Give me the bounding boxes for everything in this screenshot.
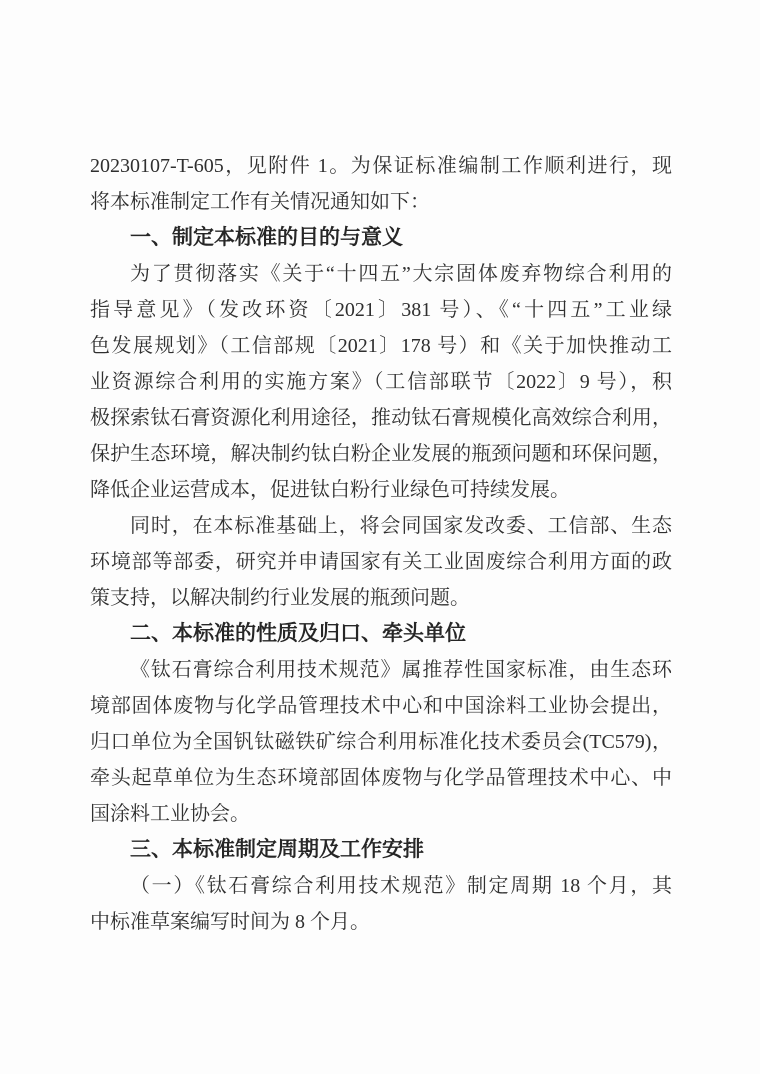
document-line: 国涂料工业协会。 [90, 803, 250, 825]
document-heading-line: 二、本标准的性质及归口、牵头单位 [130, 622, 466, 645]
document-line: 极探索钛石膏资源化利用途径，推动钛石膏规模化高效综合利用， [90, 407, 672, 429]
document-line: 20230107-T-605，见附件 1。为保证标准编制工作顺利进行，现 [90, 155, 672, 177]
document-line: 降低企业运营成本，促进钛白粉行业绿色可持续发展。 [90, 479, 570, 501]
document-heading-line: 三、本标准制定周期及工作安排 [130, 838, 424, 861]
document-body [90, 148, 672, 940]
document-line: 《钛石膏综合利用技术规范》属推荐性国家标准，由生态环 [130, 659, 672, 681]
document-line: 色发展规划》（工信部规〔2021〕178 号）和《关于加快推动工 [90, 335, 672, 357]
document-line: 业资源综合利用的实施方案》（工信部联节〔2022〕9 号），积 [90, 371, 672, 393]
document-line: 同时，在本标准基础上，将会同国家发改委、工信部、生态 [130, 515, 672, 537]
document-line: 中标准草案编写时间为 8 个月。 [90, 911, 370, 933]
document-line: 境部固体废物与化学品管理技术中心和中国涂料工业协会提出， [90, 695, 672, 717]
document-line: （一）《钛石膏综合利用技术规范》制定周期 18 个月，其 [130, 875, 672, 897]
document-line: 环境部等部委，研究并申请国家有关工业固废综合利用方面的政 [90, 551, 672, 573]
document-line: 指导意见》（发改环资〔2021〕381 号）、《“十四五”工业绿 [90, 299, 672, 321]
document-line: 保护生态环境，解决制约钛白粉企业发展的瓶颈问题和环保问题， [90, 443, 672, 465]
document-line: 牵头起草单位为生态环境部固体废物与化学品管理技术中心、中 [90, 767, 672, 789]
document-line: 策支持，以解决制约行业发展的瓶颈问题。 [90, 587, 470, 609]
document-line: 将本标准制定工作有关情况通知如下： [90, 191, 430, 213]
document-line: 归口单位为全国钒钛磁铁矿综合利用标准化技术委员会(TC579)， [90, 731, 672, 753]
document-heading-line: 一、制定本标准的目的与意义 [130, 226, 403, 249]
document-line: 为了贯彻落实《关于“十四五”大宗固体废弃物综合利用的 [130, 263, 672, 285]
